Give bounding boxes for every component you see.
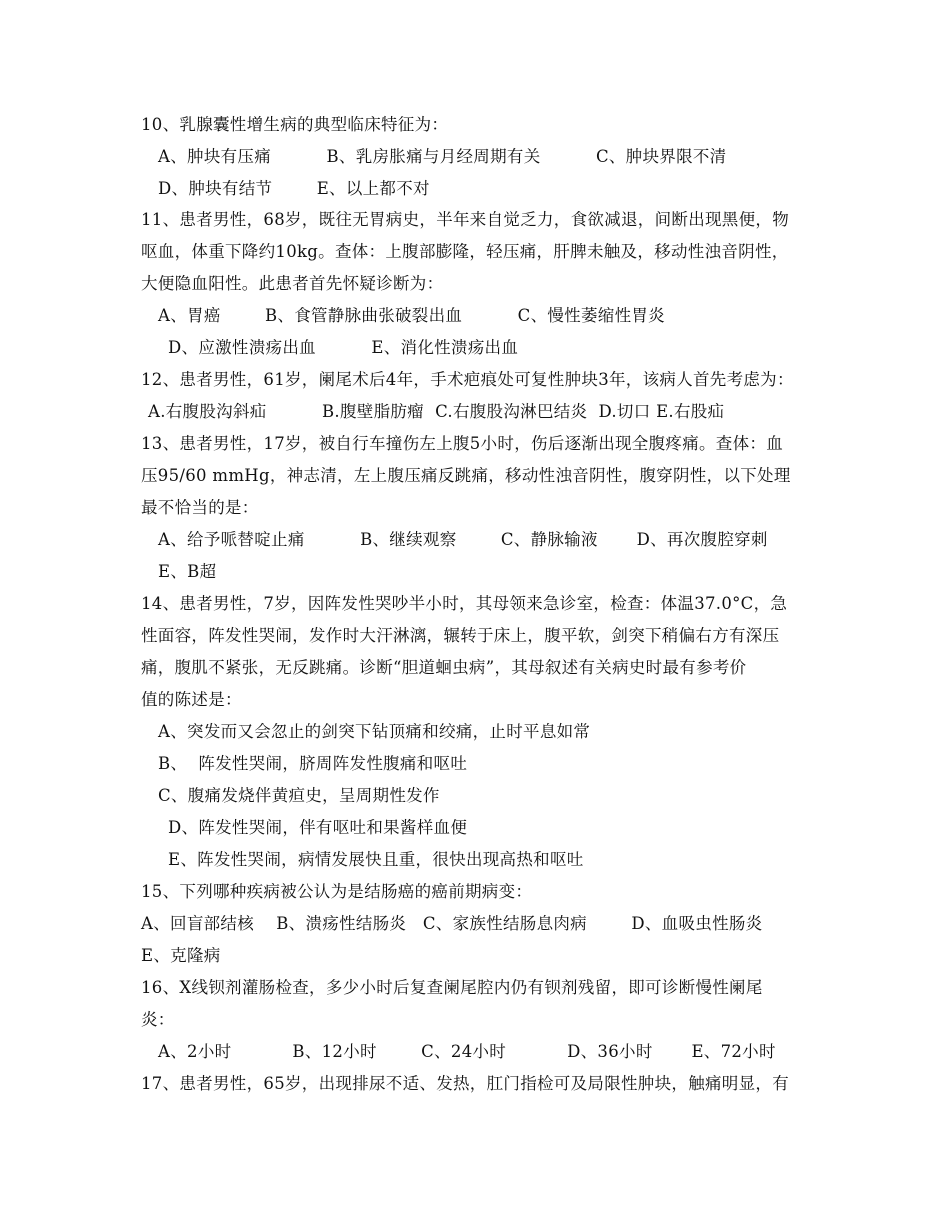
q16-options: A、2小时 B、12小时 C、24小时 D、36小时 E、72小时 <box>158 1042 776 1061</box>
q13-options-line2: E、B超 <box>158 562 217 581</box>
q13-options-line1: A、给予哌替啶止痛 B、继续观察 C、静脉输液 D、再次腹腔穿刺 <box>158 530 768 549</box>
q14-stem-line2: 性面容，阵发性哭闹，发作时大汗淋漓，辗转于床上，腹平软，剑突下稍偏右方有深压 <box>141 626 780 645</box>
q14-stem-line1: 14、患者男性，7岁，因阵发性哭吵半小时，其母领来急诊室，检查：体温37.0°C，急 <box>141 594 788 613</box>
q10-stem: 10、乳腺囊性增生病的典型临床特征为： <box>141 115 449 134</box>
q11-stem-line3: 大便隐血阳性。此患者首先怀疑诊断为： <box>141 274 444 293</box>
q15-options-line2: E、克隆病 <box>141 946 221 965</box>
q12-options: A.右腹股沟斜疝 B.腹壁脂肪瘤 C.右腹股沟淋巴结炎 D.切口 E.右股疝 <box>148 402 725 421</box>
q11-stem-line1: 11、患者男性，68岁，既往无胃病史，半年来自觉乏力，食欲减退，间断出现黑便，物 <box>141 210 789 229</box>
q14-option-d: D、阵发性哭闹，伴有呕吐和果酱样血便 <box>168 818 468 837</box>
q14-option-e: E、阵发性哭闹，病情发展快且重，很快出现高热和呕吐 <box>168 850 584 869</box>
q13-stem-line1: 13、患者男性，17岁，被自行车撞伤左上腹5小时，伤后逐渐出现全腹疼痛。查体：血 <box>141 434 783 453</box>
q12-stem: 12、患者男性，61岁，阑尾术后4年，手术疤痕处可复性肿块3年，该病人首先考虑为： <box>141 370 794 389</box>
q14-option-c: C、腹痛发烧伴黄疸史，呈周期性发作 <box>158 786 440 805</box>
q16-stem-line1: 16、X线钡剂灌肠检查，多少小时后复查阑尾腔内仍有钡剂残留，即可诊断慢性阑尾 <box>141 978 763 997</box>
q14-option-b: B、 阵发性哭闹，脐周阵发性腹痛和呕吐 <box>158 754 468 773</box>
q11-options-line1: A、胃癌 B、食管静脉曲张破裂出血 C、慢性萎缩性胃炎 <box>158 306 665 325</box>
q16-stem-line2: 炎： <box>141 1010 175 1029</box>
q11-stem-line2: 呕血，体重下降约10kg。查体：上腹部膨隆，轻压痛，肝脾未触及，移动性浊音阴性， <box>141 242 789 261</box>
q10-options-line1: A、肿块有压痛 B、乳房胀痛与月经周期有关 C、肿块界限不清 <box>158 147 727 166</box>
q15-stem: 15、下列哪种疾病被公认为是结肠癌的癌前期病变： <box>141 882 533 901</box>
q17-stem-line1: 17、患者男性，65岁，出现排尿不适、发热，肛门指检可及局限性肿块，触痛明显，有 <box>141 1074 789 1093</box>
q14-stem-line4: 值的陈述是： <box>141 690 242 709</box>
q14-option-a: A、突发而又会忽止的剑突下钻顶痛和绞痛，止时平息如常 <box>158 722 591 741</box>
q13-stem-line2: 压95/60 mmHg，神志清，左上腹压痛反跳痛，移动性浊音阴性，腹穿阴性，以下处理 <box>141 466 791 485</box>
q10-options-line2: D、肿块有结节 E、以上都不对 <box>158 179 430 198</box>
q15-options-line1: A、回盲部结核 B、溃疡性结肠炎 C、家族性结肠息肉病 D、血吸虫性肠炎 <box>141 914 763 933</box>
q11-options-line2: D、应激性溃疡出血 E、消化性溃疡出血 <box>168 338 519 357</box>
q14-stem-line3: 痛，腹肌不紧张，无反跳痛。诊断“胆道蛔虫病”，其母叙述有关病史时最有参考价 <box>141 658 747 677</box>
q13-stem-line3: 最不恰当的是： <box>141 498 259 517</box>
